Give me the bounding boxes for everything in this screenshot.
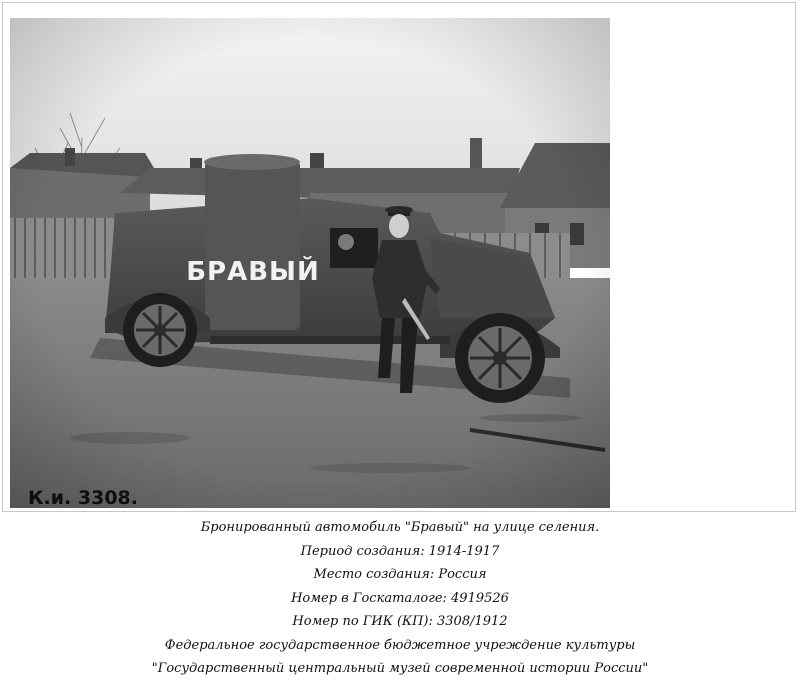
caption-museum-name: "Государственный центральный музей современной истории России"	[151, 661, 649, 676]
caption-title: Бронированный автомобиль "Бравый" на улице селения.	[200, 520, 600, 535]
caption-place: Место создания: Россия	[313, 567, 487, 582]
caption-institution: Федеральное государственное бюджетное учреждение культуры	[164, 637, 636, 653]
caption-gik-number: Номер по ГИК (КП): 3308/1912	[292, 614, 508, 629]
caption-goskatalog-number: Номер в Госкаталоге: 4919526	[291, 590, 509, 606]
photo-caption	[0, 516, 800, 681]
caption-period: Период создания: 1914-1917	[300, 543, 500, 559]
archival-photograph	[10, 18, 610, 508]
